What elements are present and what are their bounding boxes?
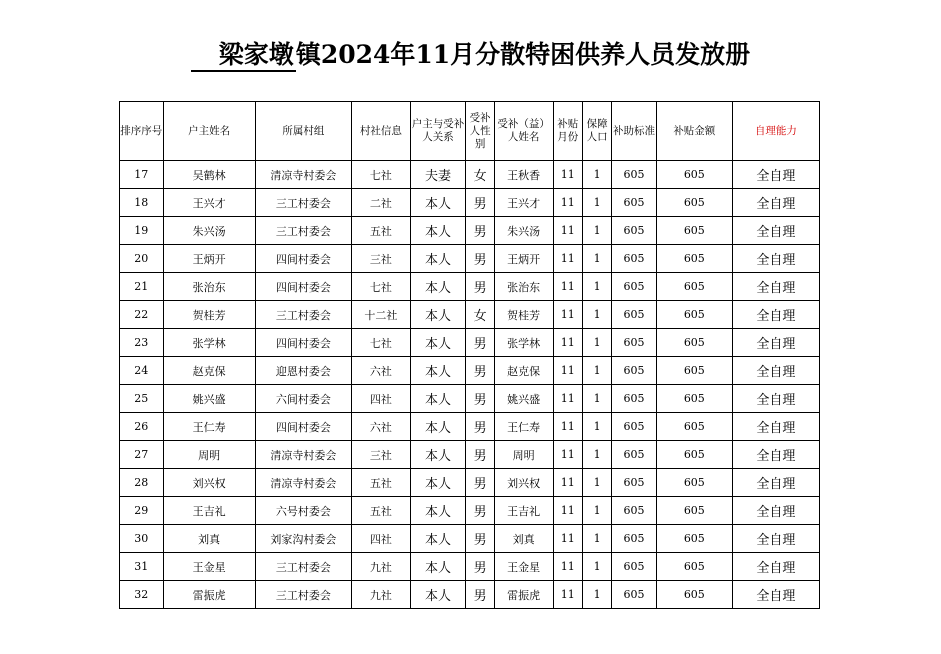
- cell-community: 七社: [351, 161, 410, 189]
- table-row: [120, 357, 820, 385]
- cell-village: 迎恩村委会: [255, 357, 351, 385]
- cell-relation: 本人: [410, 553, 466, 581]
- cell-community: 十二社: [351, 301, 410, 329]
- cell-gender: 男: [466, 469, 494, 497]
- cell-month: 11: [553, 189, 582, 217]
- cell-householder: 王仁寿: [163, 413, 255, 441]
- cell-self-care: 全自理: [732, 189, 819, 217]
- cell-standard: 605: [612, 581, 657, 609]
- recipient-table: [119, 101, 820, 609]
- cell-village: 清凉寺村委会: [255, 441, 351, 469]
- cell-householder: 刘真: [163, 525, 255, 553]
- cell-population: 1: [582, 161, 611, 189]
- cell-householder: 雷振虎: [163, 581, 255, 609]
- cell-self-care: 全自理: [732, 357, 819, 385]
- cell-community: 五社: [351, 497, 410, 525]
- cell-population: 1: [582, 329, 611, 357]
- cell-month: 11: [553, 441, 582, 469]
- table-row: [120, 217, 820, 245]
- cell-standard: 605: [612, 189, 657, 217]
- cell-amount: 605: [656, 301, 732, 329]
- cell-seq: 32: [120, 581, 164, 609]
- cell-village: 四间村委会: [255, 413, 351, 441]
- cell-seq: 28: [120, 469, 164, 497]
- cell-recipient: 王秋香: [494, 161, 553, 189]
- table-row: [120, 161, 820, 189]
- cell-self-care: 全自理: [732, 161, 819, 189]
- cell-community: 五社: [351, 469, 410, 497]
- cell-householder: 王金星: [163, 553, 255, 581]
- cell-village: 三工村委会: [255, 301, 351, 329]
- cell-recipient: 王兴才: [494, 189, 553, 217]
- cell-householder: 周明: [163, 441, 255, 469]
- table-row: [120, 413, 820, 441]
- header-population: 保障人口: [582, 102, 611, 161]
- cell-seq: 31: [120, 553, 164, 581]
- cell-population: 1: [582, 273, 611, 301]
- cell-amount: 605: [656, 161, 732, 189]
- cell-amount: 605: [656, 329, 732, 357]
- cell-amount: 605: [656, 273, 732, 301]
- cell-householder: 刘兴权: [163, 469, 255, 497]
- table-row: [120, 385, 820, 413]
- cell-amount: 605: [656, 441, 732, 469]
- cell-gender: 男: [466, 189, 494, 217]
- cell-self-care: 全自理: [732, 217, 819, 245]
- header-recipient: 受补（益）人姓名: [494, 102, 553, 161]
- cell-gender: 男: [466, 413, 494, 441]
- cell-amount: 605: [656, 245, 732, 273]
- cell-seq: 20: [120, 245, 164, 273]
- cell-recipient: 贺桂芳: [494, 301, 553, 329]
- cell-standard: 605: [612, 441, 657, 469]
- cell-gender: 男: [466, 329, 494, 357]
- cell-amount: 605: [656, 413, 732, 441]
- cell-population: 1: [582, 553, 611, 581]
- cell-community: 七社: [351, 329, 410, 357]
- table-row: [120, 553, 820, 581]
- cell-recipient: 张治东: [494, 273, 553, 301]
- table-row: [120, 497, 820, 525]
- cell-recipient: 王仁寿: [494, 413, 553, 441]
- cell-standard: 605: [612, 245, 657, 273]
- cell-amount: 605: [656, 581, 732, 609]
- cell-seq: 24: [120, 357, 164, 385]
- cell-relation: 夫妻: [410, 161, 466, 189]
- title-town-name: 梁家墩: [191, 40, 296, 72]
- cell-population: 1: [582, 245, 611, 273]
- cell-seq: 27: [120, 441, 164, 469]
- cell-householder: 朱兴汤: [163, 217, 255, 245]
- cell-month: 11: [553, 217, 582, 245]
- cell-gender: 男: [466, 441, 494, 469]
- cell-self-care: 全自理: [732, 245, 819, 273]
- cell-amount: 605: [656, 357, 732, 385]
- cell-population: 1: [582, 497, 611, 525]
- table-row: [120, 189, 820, 217]
- cell-householder: 姚兴盛: [163, 385, 255, 413]
- cell-population: 1: [582, 581, 611, 609]
- cell-community: 三社: [351, 245, 410, 273]
- cell-relation: 本人: [410, 273, 466, 301]
- cell-amount: 605: [656, 217, 732, 245]
- cell-month: 11: [553, 161, 582, 189]
- cell-village: 四间村委会: [255, 273, 351, 301]
- cell-householder: 王吉礼: [163, 497, 255, 525]
- cell-population: 1: [582, 413, 611, 441]
- cell-recipient: 刘兴权: [494, 469, 553, 497]
- cell-gender: 男: [466, 357, 494, 385]
- cell-amount: 605: [656, 385, 732, 413]
- cell-village: 四间村委会: [255, 245, 351, 273]
- cell-gender: 男: [466, 273, 494, 301]
- cell-month: 11: [553, 273, 582, 301]
- cell-population: 1: [582, 189, 611, 217]
- cell-community: 九社: [351, 553, 410, 581]
- cell-recipient: 朱兴汤: [494, 217, 553, 245]
- cell-community: 七社: [351, 273, 410, 301]
- table-row: [120, 245, 820, 273]
- cell-relation: 本人: [410, 469, 466, 497]
- cell-householder: 张治东: [163, 273, 255, 301]
- header-village: 所属村组: [255, 102, 351, 161]
- cell-standard: 605: [612, 497, 657, 525]
- header-seq: 排序序号: [120, 102, 164, 161]
- cell-month: 11: [553, 497, 582, 525]
- cell-relation: 本人: [410, 413, 466, 441]
- cell-month: 11: [553, 553, 582, 581]
- cell-population: 1: [582, 357, 611, 385]
- table-row: [120, 581, 820, 609]
- cell-amount: 605: [656, 525, 732, 553]
- cell-month: 11: [553, 413, 582, 441]
- cell-relation: 本人: [410, 245, 466, 273]
- cell-standard: 605: [612, 525, 657, 553]
- table-body: [120, 161, 820, 609]
- cell-month: 11: [553, 469, 582, 497]
- cell-self-care: 全自理: [732, 525, 819, 553]
- cell-gender: 男: [466, 385, 494, 413]
- header-householder: 户主姓名: [163, 102, 255, 161]
- cell-month: 11: [553, 581, 582, 609]
- cell-self-care: 全自理: [732, 385, 819, 413]
- cell-gender: 男: [466, 553, 494, 581]
- cell-population: 1: [582, 217, 611, 245]
- cell-self-care: 全自理: [732, 497, 819, 525]
- header-standard: 补助标准: [612, 102, 657, 161]
- cell-relation: 本人: [410, 441, 466, 469]
- cell-standard: 605: [612, 553, 657, 581]
- cell-village: 三工村委会: [255, 217, 351, 245]
- cell-village: 四间村委会: [255, 329, 351, 357]
- cell-community: 六社: [351, 413, 410, 441]
- cell-relation: 本人: [410, 497, 466, 525]
- cell-gender: 男: [466, 525, 494, 553]
- cell-month: 11: [553, 301, 582, 329]
- table-row: [120, 301, 820, 329]
- cell-population: 1: [582, 301, 611, 329]
- cell-recipient: 姚兴盛: [494, 385, 553, 413]
- cell-gender: 男: [466, 245, 494, 273]
- document-title: [0, 40, 941, 80]
- cell-population: 1: [582, 469, 611, 497]
- cell-recipient: 张学林: [494, 329, 553, 357]
- cell-seq: 26: [120, 413, 164, 441]
- cell-householder: 赵克保: [163, 357, 255, 385]
- cell-self-care: 全自理: [732, 413, 819, 441]
- cell-seq: 19: [120, 217, 164, 245]
- cell-recipient: 王吉礼: [494, 497, 553, 525]
- cell-recipient: 刘真: [494, 525, 553, 553]
- cell-standard: 605: [612, 217, 657, 245]
- cell-seq: 29: [120, 497, 164, 525]
- cell-seq: 18: [120, 189, 164, 217]
- cell-self-care: 全自理: [732, 469, 819, 497]
- cell-amount: 605: [656, 553, 732, 581]
- cell-standard: 605: [612, 273, 657, 301]
- cell-month: 11: [553, 525, 582, 553]
- cell-relation: 本人: [410, 385, 466, 413]
- cell-amount: 605: [656, 497, 732, 525]
- cell-standard: 605: [612, 413, 657, 441]
- table-row: [120, 329, 820, 357]
- cell-householder: 王兴才: [163, 189, 255, 217]
- cell-seq: 23: [120, 329, 164, 357]
- cell-community: 九社: [351, 581, 410, 609]
- cell-gender: 男: [466, 581, 494, 609]
- cell-month: 11: [553, 357, 582, 385]
- cell-self-care: 全自理: [732, 441, 819, 469]
- cell-standard: 605: [612, 469, 657, 497]
- cell-population: 1: [582, 525, 611, 553]
- cell-self-care: 全自理: [732, 273, 819, 301]
- cell-seq: 30: [120, 525, 164, 553]
- cell-self-care: 全自理: [732, 581, 819, 609]
- cell-village: 三工村委会: [255, 581, 351, 609]
- cell-relation: 本人: [410, 189, 466, 217]
- cell-standard: 605: [612, 161, 657, 189]
- table-row: [120, 469, 820, 497]
- table-row: [120, 273, 820, 301]
- cell-gender: 女: [466, 301, 494, 329]
- cell-standard: 605: [612, 329, 657, 357]
- cell-gender: 男: [466, 497, 494, 525]
- cell-relation: 本人: [410, 329, 466, 357]
- cell-village: 三工村委会: [255, 189, 351, 217]
- cell-community: 二社: [351, 189, 410, 217]
- cell-self-care: 全自理: [732, 329, 819, 357]
- cell-month: 11: [553, 245, 582, 273]
- cell-month: 11: [553, 329, 582, 357]
- cell-community: 五社: [351, 217, 410, 245]
- cell-relation: 本人: [410, 301, 466, 329]
- cell-recipient: 王炳开: [494, 245, 553, 273]
- cell-community: 六社: [351, 357, 410, 385]
- header-community: 村社信息: [351, 102, 410, 161]
- cell-relation: 本人: [410, 217, 466, 245]
- cell-householder: 王炳开: [163, 245, 255, 273]
- cell-householder: 吴鹤林: [163, 161, 255, 189]
- cell-relation: 本人: [410, 581, 466, 609]
- cell-village: 清凉寺村委会: [255, 161, 351, 189]
- cell-recipient: 雷振虎: [494, 581, 553, 609]
- cell-recipient: 周明: [494, 441, 553, 469]
- cell-month: 11: [553, 385, 582, 413]
- cell-relation: 本人: [410, 357, 466, 385]
- table-row: [120, 441, 820, 469]
- cell-seq: 21: [120, 273, 164, 301]
- cell-community: 四社: [351, 385, 410, 413]
- cell-gender: 男: [466, 217, 494, 245]
- cell-village: 刘家沟村委会: [255, 525, 351, 553]
- cell-community: 三社: [351, 441, 410, 469]
- cell-relation: 本人: [410, 525, 466, 553]
- cell-standard: 605: [612, 357, 657, 385]
- cell-standard: 605: [612, 385, 657, 413]
- cell-seq: 22: [120, 301, 164, 329]
- title-text: 镇2024年11月分散特困供养人员发放册: [295, 40, 751, 69]
- cell-amount: 605: [656, 189, 732, 217]
- header-gender: 受补人性别: [466, 102, 494, 161]
- header-relation: 户主与受补人关系: [410, 102, 466, 161]
- cell-gender: 女: [466, 161, 494, 189]
- cell-village: 六号村委会: [255, 497, 351, 525]
- cell-self-care: 全自理: [732, 301, 819, 329]
- cell-community: 四社: [351, 525, 410, 553]
- cell-recipient: 王金星: [494, 553, 553, 581]
- cell-recipient: 赵克保: [494, 357, 553, 385]
- header-month: 补贴月份: [553, 102, 582, 161]
- cell-population: 1: [582, 385, 611, 413]
- cell-amount: 605: [656, 469, 732, 497]
- cell-population: 1: [582, 441, 611, 469]
- cell-village: 清凉寺村委会: [255, 469, 351, 497]
- cell-self-care: 全自理: [732, 553, 819, 581]
- cell-seq: 25: [120, 385, 164, 413]
- cell-standard: 605: [612, 301, 657, 329]
- cell-householder: 张学林: [163, 329, 255, 357]
- header-row: [120, 102, 820, 161]
- cell-householder: 贺桂芳: [163, 301, 255, 329]
- cell-seq: 17: [120, 161, 164, 189]
- header-amount: 补贴金额: [656, 102, 732, 161]
- header-self-care: 自理能力: [732, 102, 819, 161]
- cell-village: 三工村委会: [255, 553, 351, 581]
- cell-village: 六间村委会: [255, 385, 351, 413]
- table-row: [120, 525, 820, 553]
